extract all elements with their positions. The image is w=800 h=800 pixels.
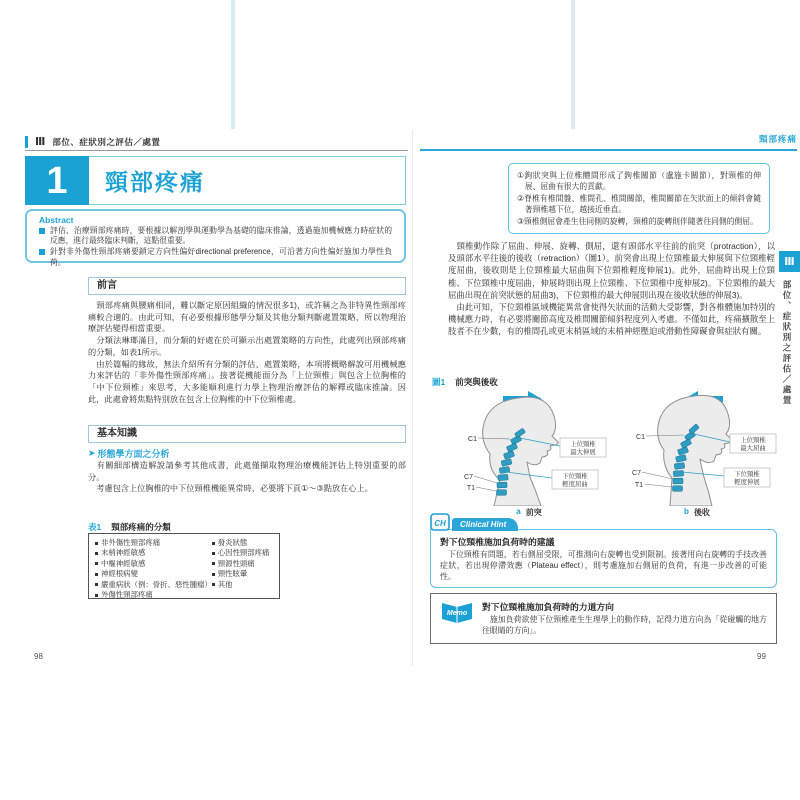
right-running-header: 頸部疼痛 — [420, 133, 797, 151]
table-cell: 嚴重病狀（例：骨折、惡性腫瘤） — [101, 579, 212, 589]
side-tab-numeral: Ⅲ — [779, 251, 800, 272]
bullet-dot-icon — [95, 573, 98, 576]
clinical-hint-box — [430, 529, 777, 588]
table-row — [95, 580, 212, 590]
page-edge-line — [231, 0, 235, 129]
clinical-hint-title: 對下位頸椎施加負荷時的建議 — [440, 537, 555, 547]
table-cell: 非外傷性頸部疼痛 — [101, 538, 161, 547]
paragraph: 由於篇幅的緣故，無法介紹所有分類的評估、處置策略，本項將概略解說可用機械應力來評估的「非外傷性頸部疼痛」。接著從機能面分為「上位頸椎」與包含上位胸椎的「中下位頸椎」來思考，大多能順利進行力學上物理治療評估的解釋或臨床推論。因此，此處會將焦點特別放在包含上位胸椎的中下位頸椎處。 — [88, 359, 406, 404]
abstract-box — [25, 209, 406, 267]
chapter-header — [25, 156, 406, 205]
table1-left-column — [95, 538, 212, 600]
vertebra-label-c1: C1 — [636, 434, 645, 441]
head-profile — [658, 395, 733, 506]
bullet-dot-icon — [212, 552, 215, 555]
callout-text: 最大伸展 — [570, 449, 596, 456]
bullet-square-icon — [39, 249, 45, 255]
paragraph: 頸部疼痛與腰痛相同，難以斷定原因組織的情況很多1)，或許稱之為非特異性頸部疼痛較合適的。由此可知，有必要根據形態學分類及其他分類判斷處置策略，所以物理治療評估變得相當重要。 — [88, 301, 406, 334]
table-cell: 頸源性頭痛 — [217, 558, 255, 568]
right-text-column — [448, 240, 775, 338]
memo-body: 施加負荷欲使下位頸椎產生生理學上的動作時，記得力道方向為「從碰觸的地方往眼睛的方向」。 — [482, 615, 767, 635]
section-heading-basics: 基本知識 — [88, 425, 406, 443]
bullet-square-icon — [39, 228, 45, 234]
bullet-dot-icon — [95, 542, 98, 545]
paragraph: 分類法琳瑯滿目，而分類的好處在於可顯示出處置策略的方向性，此處列出頸部疼痛的分類，如表1所示。 — [88, 336, 406, 357]
part-title: 部位、症狀別之評估／處置 — [52, 136, 161, 147]
callout-text: 下位頸椎 — [562, 473, 588, 480]
memo-label: Memo — [446, 610, 468, 617]
figure1-caption — [432, 376, 498, 388]
table1-right-column — [212, 538, 273, 594]
panel-caption — [516, 507, 541, 518]
memo-content — [482, 600, 767, 636]
retraction-illustration — [616, 388, 778, 506]
memo-title: 對下位頸椎施加負荷時的力道方向 — [482, 602, 614, 612]
chapter-title: 頸部疼痛 — [89, 156, 406, 205]
clinical-hint-icon-text: CH — [434, 519, 446, 528]
vertebra-label-c1: C1 — [468, 436, 477, 443]
page-edge-line — [571, 0, 575, 129]
key-point: ③頸椎側屈會產生往同側的旋轉，頸椎的旋轉則伴隨著往同側的側屈。 — [517, 216, 758, 226]
clinical-hint-icon — [430, 513, 450, 531]
page-number-right: 99 — [757, 652, 766, 661]
key-point: ②脊椎有椎間盤、椎間孔、椎間關節，椎間關節在矢狀面上的傾斜會隨著頸椎越下位，越接近垂直。 — [517, 193, 761, 215]
table-row — [95, 548, 212, 558]
clinical-hint-body: 下位頸椎有問題，若右側屈受限，可推測向右旋轉也受到限制。接著用向右旋轉的手技改善症狀，若出現停滯效應（Plateau effect），則考慮施加右側屈的負荷，有進一步改善的可能性。 — [440, 550, 767, 581]
table1-title: 頸部疼痛的分類 — [111, 522, 171, 532]
table-cell: 末梢神經敏感 — [101, 548, 146, 558]
bullet-dot-icon — [212, 583, 215, 586]
table-cell: 心因性頸部疼痛 — [217, 548, 270, 558]
side-tab-title: 部位、症狀別之評估／處置 — [782, 280, 792, 406]
table-cell: 頸性眩暈 — [217, 569, 248, 579]
vertebra-label-c7: C7 — [632, 470, 641, 477]
figure1 — [448, 388, 778, 518]
basics-text-column — [88, 447, 406, 495]
table-cell: 神經根病變 — [101, 569, 138, 579]
table1-caption — [88, 521, 171, 533]
clinical-hint-tab — [430, 513, 518, 531]
callout-text: 輕度屈曲 — [562, 481, 588, 488]
table-row — [212, 559, 273, 569]
panel-letter: a — [516, 507, 521, 516]
vertebra-label-t1: T1 — [634, 482, 643, 489]
bullet-dot-icon — [212, 562, 215, 565]
table-row — [212, 569, 273, 579]
callout-text: 上位頸椎 — [740, 437, 766, 444]
section-heading-intro: 前言 — [88, 277, 406, 295]
paragraph: 由此可知，下位頸椎區域機能異常會使得矢狀面的活動大受影響，對各椎體施加特別的機械應力時，有必要將關節高度及椎間關節傾斜程度列入考慮。不僅如此，疼痛擴散至上肢者不在少數，有的椎間孔或更末梢區域的末梢神經壓迫或滑動性障礙會與症狀有關。 — [448, 302, 775, 337]
callout-text: 上位頸椎 — [570, 441, 596, 448]
subsection-title: 形態學方面之分析 — [97, 449, 170, 459]
paragraph: 頸椎動作除了屈曲、伸展、旋轉、側屈，還有頭部水平往前的前突（protraction），以及頭部水平往後的後收（retraction）（圖1）。前突會出現上位頸椎最大伸展與下位頸椎輕度屈曲，後收則是上位頸椎最大屈曲與下位頸椎輕度伸展1)。此外，屈曲時出現上位頸椎、下位頸椎中度屈曲，伸展時則出現上位頸椎、下位頸椎中度伸展2)。下位頸椎的最大屈曲出現在前突狀態的屈曲3)，下位頸椎的最大伸展則出現在後收狀態的伸展3)。 — [448, 241, 775, 300]
page-number-left: 98 — [34, 652, 43, 661]
table1-box — [88, 533, 280, 599]
abstract-label: Abstract — [39, 215, 74, 225]
table-row — [95, 559, 212, 569]
abstract-bullet — [39, 247, 392, 267]
table-row — [95, 569, 212, 579]
page-seam — [412, 130, 413, 666]
arrow-marker-icon: ➤ — [88, 448, 96, 458]
intro-text-column — [88, 300, 406, 405]
memo-box — [430, 593, 777, 644]
table-cell: 其他 — [217, 579, 233, 589]
table-row — [212, 548, 273, 558]
paragraph: 考慮包含上位胸椎的中下位頸椎機能異常時，必要將下頁①～③點放在心上。 — [88, 484, 373, 494]
table-cell: 中樞神經敏感 — [101, 558, 146, 568]
callout-text: 下位頸椎 — [734, 471, 760, 478]
abstract-bullet-text: 評估、治療頸部疼痛時，要根據以解剖學與運動學為基礎的臨床推論，透過施加機械應力時症狀的反應，進行最終臨床判斷，這點很重要。 — [50, 226, 392, 246]
vertebra-label-t1: T1 — [466, 485, 475, 492]
memo-book-icon — [440, 600, 474, 636]
key-points-box — [508, 163, 770, 234]
table1-label: 表1 — [88, 522, 102, 532]
bullet-dot-icon — [95, 594, 98, 597]
table-row — [212, 538, 273, 548]
clinical-hint-label: Clinical Hint — [452, 518, 518, 531]
head-profile — [483, 397, 559, 506]
panel-letter: b — [684, 507, 689, 516]
paragraph: 有關細部構造解說請參考其他成書，此處僅擷取物理治療機能評估上特別重要的部分。 — [88, 461, 406, 482]
figure1-panel-retraction — [616, 388, 778, 518]
table-cell: 外傷性頸部疼痛 — [101, 590, 153, 600]
table-row — [95, 538, 212, 548]
protraction-illustration — [448, 388, 610, 506]
subsection-heading — [88, 447, 406, 460]
bullet-dot-icon — [212, 573, 215, 576]
part-numeral: Ⅲ — [35, 136, 46, 148]
table-row — [212, 580, 273, 590]
bullet-dot-icon — [95, 552, 98, 555]
figure1-title: 前突與後收 — [455, 377, 498, 387]
vertebra-label-c7: C7 — [464, 474, 473, 481]
bullet-dot-icon — [95, 562, 98, 565]
left-running-header — [25, 133, 408, 151]
callout-text: 最大屈曲 — [740, 445, 766, 452]
bullet-dot-icon — [95, 583, 98, 586]
table-cell: 發炎狀態 — [217, 538, 248, 547]
header-accent-bar — [25, 136, 28, 148]
panel-caption-text: 前突 — [525, 508, 542, 517]
abstract-bullet — [39, 226, 392, 246]
table-row — [95, 590, 212, 600]
key-point: ①鉤狀突與上位椎體間形成了鉤椎關節（盧施卡關節），對頸椎的伸展、屈曲有很大的貢獻。 — [517, 171, 761, 192]
callout-text: 輕度伸展 — [734, 479, 760, 486]
figure1-panel-protraction — [448, 388, 610, 518]
panel-caption-text: 後收 — [693, 508, 710, 517]
panel-caption — [684, 507, 710, 518]
bullet-dot-icon — [212, 542, 215, 545]
figure1-label: 圖1 — [432, 377, 446, 387]
chapter-number: 1 — [25, 156, 89, 205]
abstract-bullet-text: 針對非外傷性頸部疼痛要鎖定方向性偏好directional preference，可沿著方向性偏好施加力學性負荷。 — [50, 247, 392, 267]
